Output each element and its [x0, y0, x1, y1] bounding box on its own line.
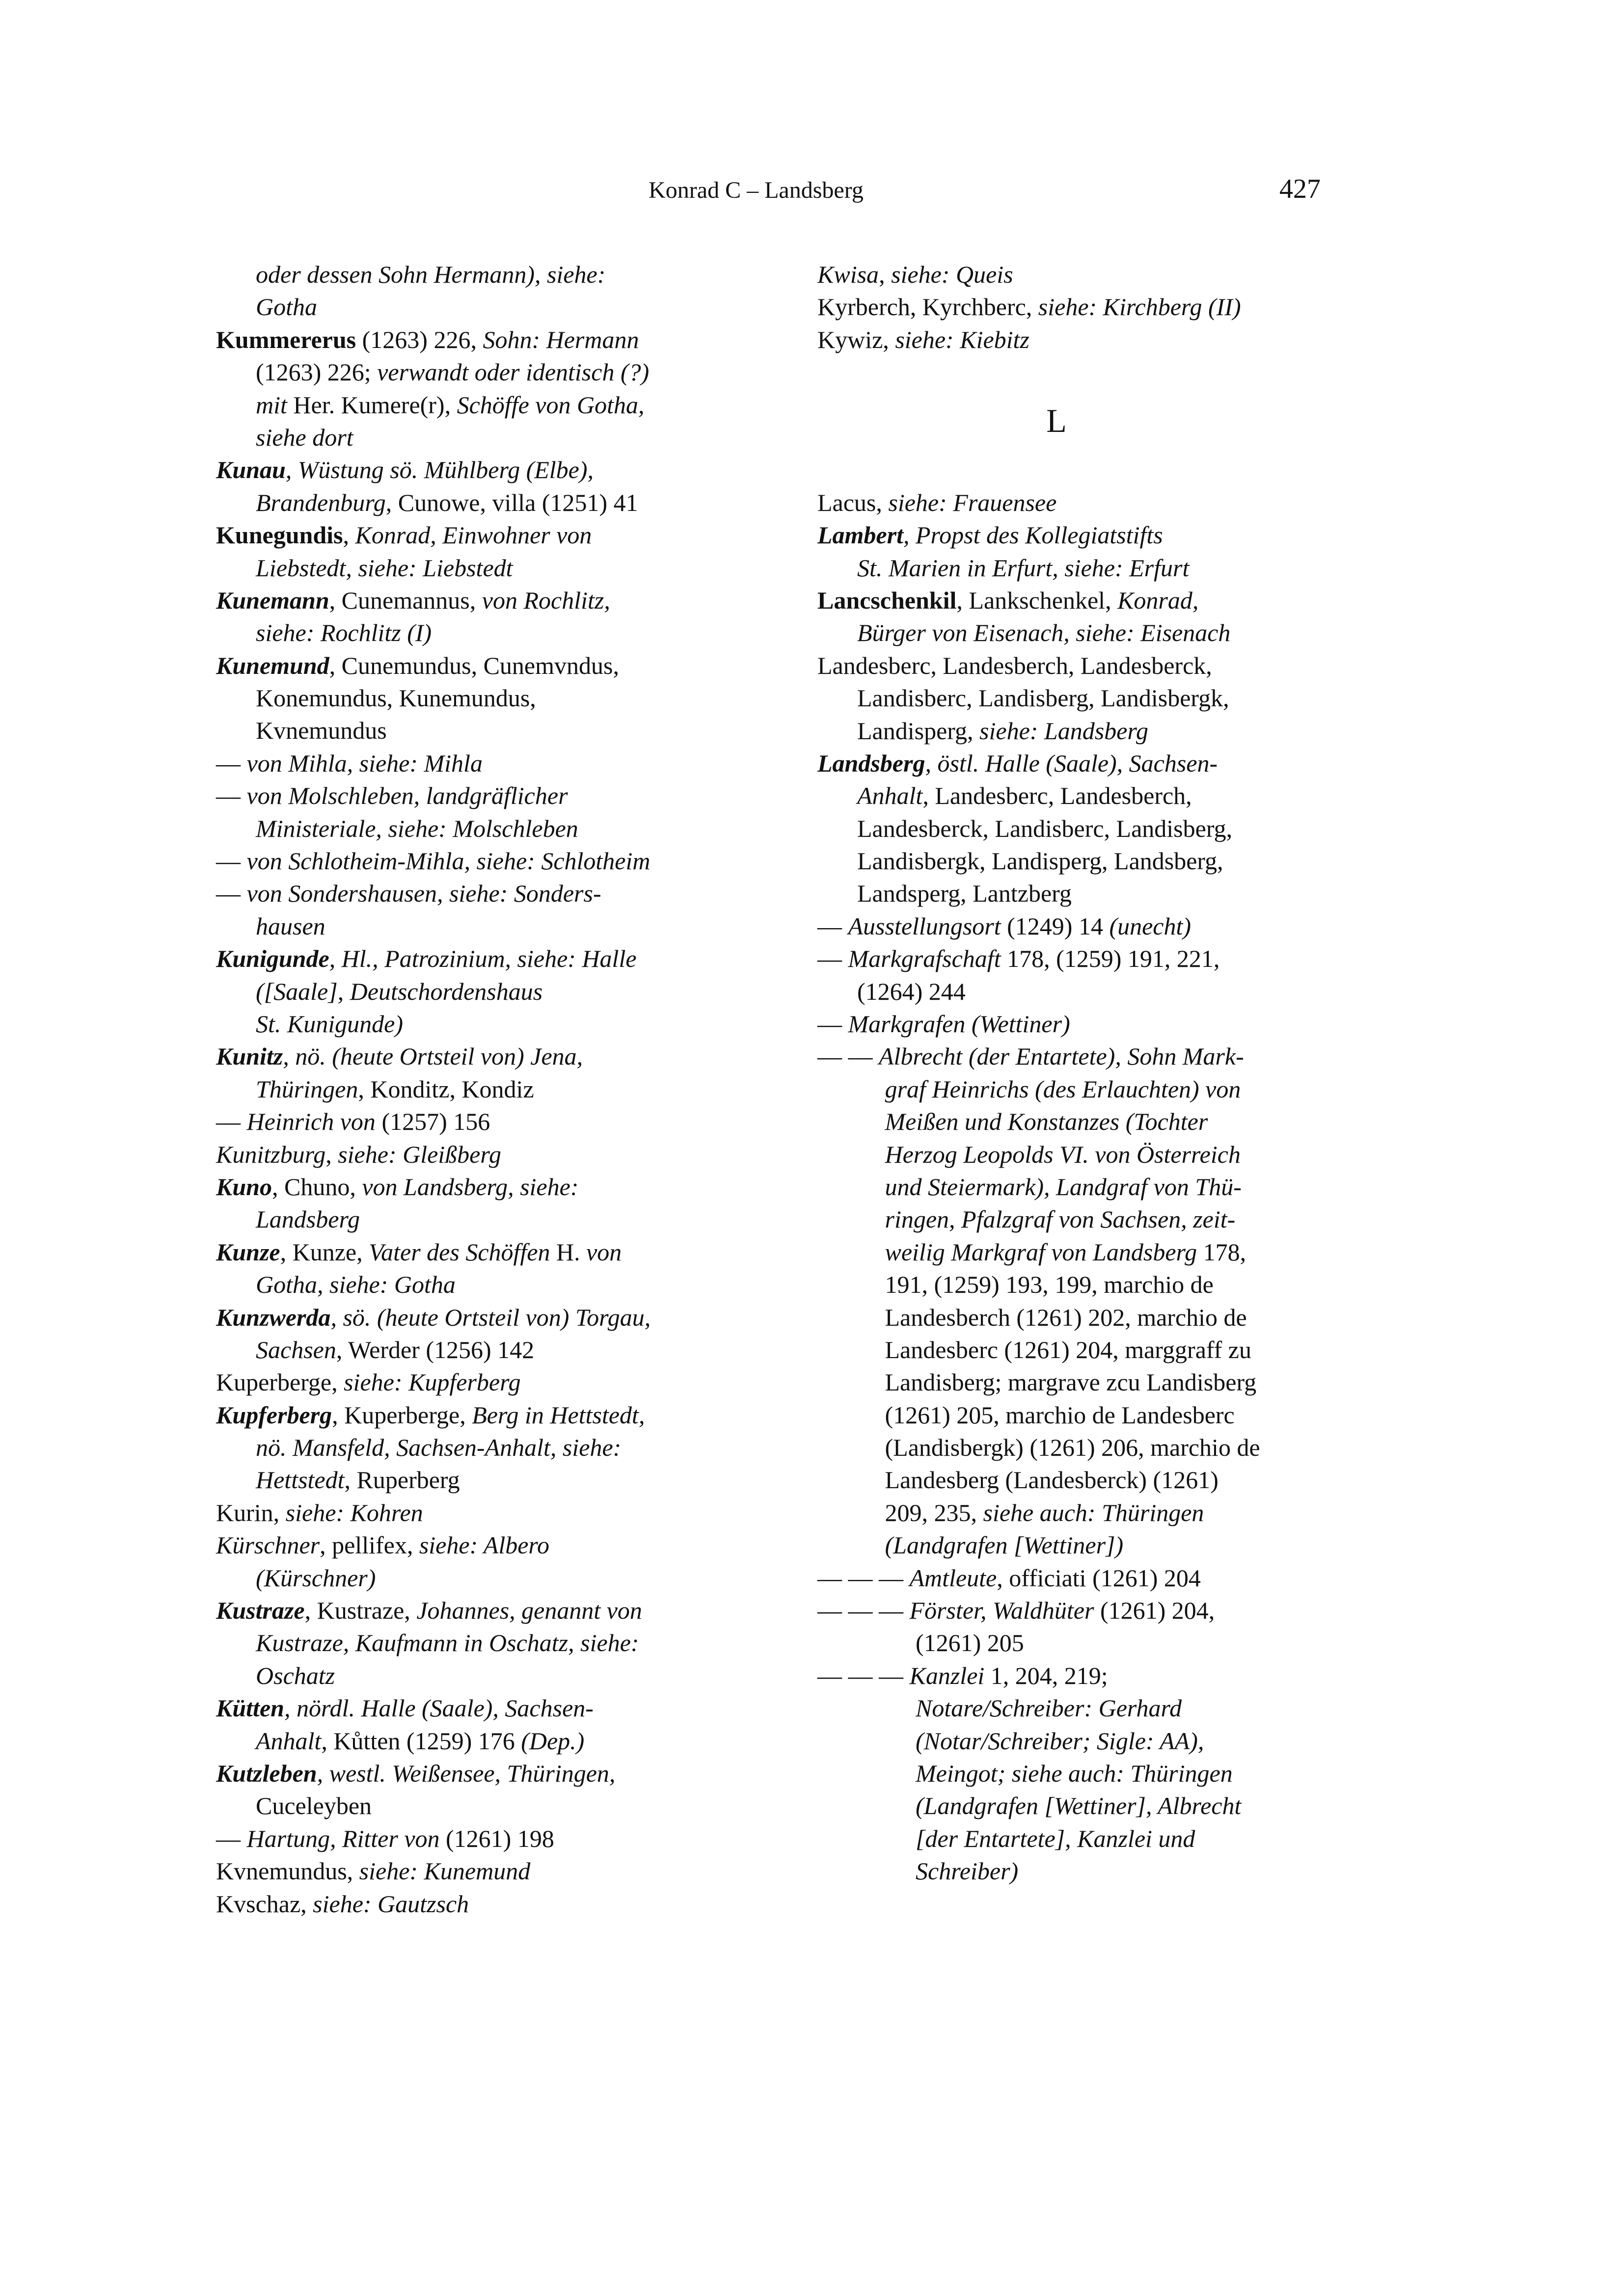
entry-text: (Landgrafen [Wettiner], Albrecht — [916, 1792, 1242, 1820]
entry-text — [817, 1466, 885, 1494]
entry-text: — — [216, 1824, 247, 1852]
index-entry — [817, 519, 1338, 551]
index-entry — [216, 1692, 736, 1724]
index-entry-continuation — [216, 1268, 736, 1301]
entry-text: Albrecht (der Entartete), Sohn Mark- — [879, 1042, 1244, 1070]
entry-text: St. Marien in Erfurt, siehe: Erfurt — [857, 554, 1190, 582]
entry-text: , Ruperberg — [344, 1466, 460, 1494]
index-entry — [817, 323, 1338, 356]
entry-text — [817, 1499, 885, 1526]
entry-text: Landesberck, Landisberc, Landisberg, — [857, 814, 1233, 842]
index-entry-continuation — [817, 715, 1338, 747]
entry-text: siehe: Landsberg — [979, 717, 1148, 745]
entry-text: — — [216, 782, 247, 810]
section-letter: L — [1046, 402, 1067, 440]
entry-text: , Propst des Kollegiatstifts — [903, 521, 1163, 549]
entry-headword: Kummererus — [216, 325, 356, 353]
entry-text: — — [817, 945, 848, 973]
entry-text: graf Heinrichs (des Erlauchten) von — [885, 1075, 1241, 1103]
entry-text: nö. Mansfeld, Sachsen-Anhalt, siehe: — [256, 1434, 622, 1462]
index-entry — [817, 486, 1338, 519]
index-entry-continuation — [817, 682, 1338, 714]
index-entry — [216, 519, 736, 551]
entry-headword: Kunegundis — [216, 521, 343, 549]
index-entry-continuation — [216, 1725, 736, 1757]
entry-text: (1263) 226, — [356, 325, 483, 353]
entry-text: , nö. (heute Ortsteil von) Jena, — [283, 1042, 583, 1070]
entry-text: oder dessen Sohn Hermann), siehe: — [256, 261, 606, 288]
index-entry — [817, 1725, 1338, 1757]
index-entry-continuation — [216, 1627, 736, 1659]
entry-text: Landisberg; margrave zcu Landisberg — [885, 1368, 1257, 1396]
index-entry — [817, 649, 1338, 682]
index-entry-continuation — [216, 1659, 736, 1692]
entry-text: Landisbergk, Landisperg, Landsberg, — [857, 847, 1223, 875]
entry-headword: Kunze — [216, 1238, 280, 1266]
entry-text: und Steiermark), Landgraf von Thü- — [885, 1173, 1242, 1201]
entry-text — [817, 1271, 885, 1298]
entry-text: siehe auch: Thüringen — [983, 1498, 1204, 1526]
index-entry — [216, 1171, 736, 1203]
entry-text — [817, 1368, 885, 1396]
entry-text: weilig Markgraf von Landsberg — [885, 1238, 1197, 1266]
entry-text: Markgrafschaft — [848, 945, 1001, 973]
index-entry-continuation — [216, 1789, 736, 1822]
entry-text: siehe: Kohren — [285, 1498, 423, 1526]
entry-text: 178, — [1197, 1238, 1246, 1266]
index-column-right — [817, 258, 1338, 1888]
entry-text: von Schlotheim-Mihla, siehe: Schlotheim — [246, 847, 650, 875]
entry-text: , sö. (heute Ortsteil von) Torgau, — [330, 1303, 651, 1331]
entry-text: Meißen und Konstanzes (Tochter — [885, 1108, 1208, 1136]
entry-text: (1264) 244 — [857, 977, 966, 1005]
entry-text: , Konditz, Kondiz — [358, 1075, 534, 1103]
index-entry-continuation — [216, 975, 736, 1008]
index-entry — [817, 1366, 1338, 1398]
entry-text: Kurin, — [216, 1498, 286, 1526]
entry-text — [817, 1304, 885, 1331]
entry-text: , officiati (1261) 204 — [997, 1564, 1201, 1592]
entry-text: Kwisa — [817, 261, 879, 288]
entry-text: [der Entartete], Kanzlei und — [916, 1824, 1195, 1852]
entry-text: von Molschleben, landgräflicher — [246, 782, 568, 810]
entry-text: Lacus, — [817, 488, 889, 516]
index-entry — [817, 1464, 1338, 1496]
entry-text: — — [216, 1108, 247, 1136]
index-entry — [817, 1105, 1338, 1138]
index-entry — [216, 584, 736, 616]
entry-text: 191, (1259) 193, 199, marchio de — [885, 1271, 1214, 1299]
entry-text — [817, 1205, 885, 1233]
entry-text: ([Saale], Deutschordenshaus — [256, 977, 543, 1005]
entry-text: , Lankschenkel, — [956, 586, 1118, 614]
entry-text: Landesberc (1261) 204, marggraff zu — [885, 1335, 1251, 1363]
entry-text: siehe dort — [256, 423, 353, 451]
entry-text: Sachsen — [256, 1335, 336, 1363]
entry-text: verwandt oder identisch (?) — [377, 358, 650, 386]
entry-text: siehe: Frauensee — [888, 488, 1057, 516]
entry-text: , — [343, 521, 355, 549]
entry-text: — — — — [817, 1564, 910, 1592]
entry-text — [817, 1727, 916, 1755]
entry-text: siehe: Gautzsch — [313, 1890, 469, 1918]
entry-text — [817, 1401, 885, 1429]
index-entry-continuation — [817, 845, 1338, 877]
entry-text: Liebstedt, siehe: Liebstedt — [256, 554, 513, 582]
index-entry-continuation — [817, 975, 1338, 1008]
index-entry — [216, 1399, 736, 1431]
entry-text: Konrad, Einwohner von — [355, 521, 592, 549]
index-entry-continuation — [216, 682, 736, 714]
entry-text: — — — — [817, 1597, 910, 1625]
entry-text: Landsberg — [256, 1205, 360, 1233]
entry-text: siehe: Gleißberg — [338, 1140, 501, 1168]
entry-text: Markgrafen (Wettiner) — [848, 1010, 1070, 1038]
index-entries-l — [817, 486, 1338, 1888]
index-entry — [817, 1757, 1338, 1789]
entry-text: Kanzlei — [909, 1661, 985, 1689]
entry-text: Kywiz, — [817, 325, 895, 353]
entry-text: Gotha, siehe: Gotha — [256, 1271, 456, 1299]
entry-text: Gotha — [256, 293, 317, 321]
entry-text: , Hl., Patrozinium, siehe: Halle — [329, 945, 637, 973]
index-entry — [817, 1594, 1338, 1627]
entry-text: Landisperg, — [857, 717, 980, 745]
entry-text: (Landisbergk) (1261) 206, marchio de — [885, 1434, 1260, 1462]
entry-text: mit — [256, 391, 287, 419]
entry-text: — — [216, 847, 247, 875]
entry-headword: Kunigunde — [216, 945, 329, 973]
entry-text: , Kuperberge, — [332, 1401, 472, 1429]
entry-headword: Lancschenkil — [817, 586, 957, 614]
entry-text: , Wüstung sö. Mühlberg (Elbe), — [285, 456, 594, 484]
entry-text: Schreiber) — [916, 1857, 1019, 1885]
entry-text: siehe: Queis — [891, 261, 1013, 288]
index-entry — [216, 845, 736, 877]
index-entry-continuation — [216, 1008, 736, 1040]
index-entry — [817, 1399, 1338, 1431]
entry-text: — — [216, 880, 247, 908]
entry-headword: Kustraze — [216, 1597, 305, 1625]
entry-text: (1249) 14 — [1001, 912, 1110, 940]
entry-text: Kürschner — [216, 1531, 320, 1559]
index-entry — [817, 1659, 1338, 1692]
index-entry — [216, 1236, 736, 1268]
index-entry — [817, 1855, 1338, 1887]
entry-text — [817, 1141, 885, 1168]
entry-text: (1257) 156 — [375, 1108, 490, 1136]
index-entry-continuation — [817, 552, 1338, 584]
entry-text: , Kunze, — [280, 1238, 369, 1266]
index-entry — [817, 910, 1338, 942]
entry-text: (Kürschner) — [256, 1564, 376, 1592]
entry-text: , Cunowe, villa (1251) 41 — [385, 488, 638, 516]
entry-text: Schöffe von Gotha, — [457, 391, 645, 419]
entry-text: — — [817, 912, 848, 940]
index-entry — [817, 1008, 1338, 1040]
entry-text: , pellifex, — [320, 1531, 419, 1559]
entry-text: von Landsberg, siehe: — [362, 1173, 579, 1201]
entry-text: Amtleute — [909, 1564, 997, 1592]
entry-text: von Rochlitz, — [482, 586, 610, 614]
index-entry — [817, 942, 1338, 975]
index-entry-continuation — [216, 291, 736, 323]
index-entry — [817, 1692, 1338, 1724]
entry-text: , Landesberc, Landesberch, — [922, 782, 1192, 810]
entry-text: , — [325, 1140, 338, 1168]
entry-text: Landesberch (1261) 202, marchio de — [885, 1303, 1247, 1331]
index-entry — [216, 1594, 736, 1627]
index-entry — [817, 1040, 1338, 1072]
index-entry — [817, 1203, 1338, 1235]
entry-text: Kvnemundus — [256, 717, 387, 745]
index-entry — [817, 1171, 1338, 1203]
entry-headword: Kutzleben — [216, 1759, 317, 1787]
entry-text: Kyrberch, Kyrchberc, — [817, 293, 1038, 321]
entry-text: — — — — [817, 1661, 910, 1689]
entry-text: Meingot; siehe auch: Thüringen — [916, 1760, 1233, 1787]
entry-text: , nördl. Halle (Saale), Sachsen- — [284, 1694, 594, 1722]
index-entry-continuation — [216, 486, 736, 519]
entry-headword: Kunitz — [216, 1042, 283, 1070]
entry-text: 209, 235, — [885, 1498, 983, 1526]
entry-text: Sohn: Hermann — [483, 325, 639, 353]
index-entry-continuation — [216, 616, 736, 649]
entry-text: Oschatz — [256, 1661, 335, 1689]
entry-text — [817, 1434, 885, 1461]
entry-text: Landsperg, Lantzberg — [857, 880, 1072, 908]
page-number: 427 — [1279, 174, 1321, 204]
entry-text: , westl. Weißensee, Thüringen, — [317, 1759, 616, 1787]
index-entry — [817, 291, 1338, 323]
index-entry — [216, 779, 736, 812]
entry-text: von — [586, 1238, 622, 1266]
entry-text: (1263) 226; — [256, 358, 378, 386]
entry-text: von Sondershausen, siehe: Sonders- — [246, 880, 601, 908]
index-entry-continuation — [216, 1334, 736, 1366]
entry-text: (Dep.) — [521, 1727, 585, 1755]
entry-headword: Kunemann — [216, 586, 329, 614]
index-entry-continuation — [216, 552, 736, 584]
index-entry-continuation — [216, 421, 736, 454]
entry-text: Notare/Schreiber: Gerhard — [916, 1694, 1182, 1722]
index-entry-continuation — [817, 616, 1338, 649]
entry-text: Kunitzburg — [216, 1140, 326, 1168]
index-entry — [817, 1431, 1338, 1464]
index-entry — [216, 1301, 736, 1334]
entry-text: (1261) 204, — [1094, 1597, 1215, 1625]
entry-text: H. — [550, 1238, 587, 1266]
index-entry — [817, 747, 1338, 779]
index-entry-continuation — [216, 1203, 736, 1235]
index-entry — [216, 1757, 736, 1789]
entry-text: siehe: Kiebitz — [895, 325, 1029, 353]
index-entry-continuation — [817, 812, 1338, 845]
index-entry-continuation — [216, 1073, 736, 1105]
entry-text: , Cunemundus, Cunemvndus, — [329, 651, 619, 679]
entry-text: (1261) 205 — [916, 1629, 1024, 1657]
entry-text: Her. Kumere(r), — [287, 391, 457, 419]
entry-text: Anhalt — [857, 782, 923, 810]
entry-headword: Kunemund — [216, 651, 329, 679]
index-entry — [216, 454, 736, 486]
index-entry — [216, 1822, 736, 1855]
index-entry — [216, 877, 736, 909]
entry-text: Förster, Waldhüter — [909, 1597, 1094, 1625]
index-entry — [817, 1496, 1338, 1529]
index-entry — [216, 747, 736, 779]
entry-text: Kustraze, Kaufmann in Oschatz, siehe: — [256, 1629, 639, 1657]
entry-text: siehe: Kunemund — [359, 1857, 531, 1885]
entry-text: Ausstellungsort — [848, 912, 1001, 940]
index-entry-continuation — [216, 714, 736, 747]
entry-text: siehe: Albero — [419, 1531, 550, 1559]
entry-text: , östl. Halle (Saale), Sachsen- — [925, 749, 1218, 777]
entry-text: Herzog Leopolds VI. von Österreich — [885, 1140, 1241, 1168]
index-column-left — [216, 258, 736, 1920]
index-entries-k-end — [817, 258, 1338, 356]
entry-text: — — [817, 1010, 848, 1038]
index-entry — [817, 1073, 1338, 1105]
index-entry — [216, 1529, 736, 1561]
index-entry — [216, 1888, 736, 1920]
index-entry-continuation — [216, 1562, 736, 1594]
entry-text: , — [879, 261, 892, 288]
index-entry — [817, 1822, 1338, 1855]
entry-text: (1261) 205, marchio de Landesberc — [885, 1401, 1235, 1429]
entry-text: hausen — [256, 912, 325, 940]
entry-text: siehe: Kirchberg (II) — [1038, 293, 1241, 321]
index-entry — [216, 649, 736, 682]
entry-text — [817, 1857, 916, 1885]
entry-text: siehe: Kupferberg — [344, 1368, 521, 1396]
entry-text — [817, 1336, 885, 1363]
index-entry — [817, 1268, 1338, 1301]
entry-text: , Kůtten (1259) 176 — [321, 1727, 521, 1755]
entry-text: — — [216, 749, 247, 777]
index-entry-continuation — [817, 877, 1338, 909]
index-entry — [216, 1105, 736, 1138]
entry-text: Ministeriale, siehe: Molschleben — [256, 814, 578, 842]
entry-text: , Cunemannus, — [329, 586, 482, 614]
index-entry — [216, 1496, 736, 1529]
index-entry-continuation — [216, 910, 736, 942]
index-entry-continuation — [216, 258, 736, 291]
entry-text: — — — [817, 1042, 879, 1070]
index-entry — [817, 1627, 1338, 1659]
entry-text: St. Kunigunde) — [256, 1010, 403, 1038]
entry-text: siehe: Rochlitz (I) — [256, 619, 432, 647]
index-entry — [216, 1855, 736, 1887]
entry-text — [817, 1108, 885, 1135]
entry-text: , Chuno, — [271, 1173, 362, 1201]
entry-text: , Kustraze, — [304, 1597, 417, 1625]
entry-text — [817, 1825, 916, 1852]
entry-text: Kuperberge, — [216, 1368, 344, 1396]
index-entry — [216, 942, 736, 975]
entry-text: (Landgrafen [Wettiner]) — [885, 1531, 1124, 1559]
entry-text: 1, 204, 219; — [984, 1661, 1108, 1689]
running-head: Konrad C – Landsberg — [649, 177, 864, 203]
entry-text: Anhalt — [256, 1727, 322, 1755]
entry-text: (unecht) — [1109, 912, 1191, 940]
index-entry — [216, 1366, 736, 1398]
entry-text — [817, 1792, 916, 1819]
entry-text: , Werder (1256) 142 — [336, 1335, 535, 1363]
index-entry-continuation — [216, 1464, 736, 1496]
index-entry — [817, 1334, 1338, 1366]
index-entry-continuation — [216, 1431, 736, 1464]
entry-text: (Notar/Schreiber; Sigle: AA), — [916, 1727, 1204, 1755]
index-entry-continuation — [817, 779, 1338, 812]
entry-text: Hettstedt — [256, 1466, 345, 1494]
entry-text: (1261) 198 — [439, 1824, 554, 1852]
entry-text — [817, 1760, 916, 1787]
entry-headword: Landsberg — [817, 749, 925, 777]
entry-text: ringen, Pfalzgraf von Sachsen, zeit- — [885, 1205, 1236, 1233]
index-entry-continuation — [216, 389, 736, 421]
entry-text: Kvschaz, — [216, 1890, 313, 1918]
index-entry — [817, 1529, 1338, 1561]
entry-headword: Kuno — [216, 1173, 272, 1201]
index-entry — [817, 1789, 1338, 1822]
index-entry — [817, 1562, 1338, 1594]
entry-text: Cuceleyben — [256, 1792, 372, 1820]
index-entry — [817, 1301, 1338, 1334]
entry-text: Thüringen — [256, 1075, 358, 1103]
entry-headword: Lambert — [817, 521, 903, 549]
entry-text: Konemundus, Kunemundus, — [256, 684, 536, 712]
entry-text: Kvnemundus, — [216, 1857, 359, 1885]
entry-text: Johannes, genannt von — [416, 1597, 642, 1625]
index-entry — [817, 584, 1338, 616]
entry-text: Konrad, — [1117, 586, 1199, 614]
index-entry — [817, 258, 1338, 291]
entry-headword: Kupferberg — [216, 1401, 332, 1429]
entry-text: von Mihla, siehe: Mihla — [246, 749, 483, 777]
index-entry-continuation — [216, 812, 736, 845]
entry-text: Berg in Hettstedt, — [472, 1401, 645, 1429]
index-entry — [216, 1138, 736, 1171]
entry-headword: Kütten — [216, 1694, 284, 1722]
entry-text: Hartung, Ritter von — [246, 1824, 440, 1852]
index-entry — [216, 1040, 736, 1072]
entry-text: Landesberg (Landesberck) (1261) — [885, 1466, 1218, 1494]
entry-text — [817, 1531, 885, 1559]
entry-text — [817, 1075, 885, 1103]
entry-text — [817, 1173, 885, 1201]
index-entry-continuation — [216, 356, 736, 388]
entry-headword: Kunau — [216, 456, 286, 484]
entry-text — [817, 1238, 885, 1266]
entry-text: 178, (1259) 191, 221, — [1001, 945, 1220, 973]
index-entry — [817, 1236, 1338, 1268]
entry-text — [817, 1629, 916, 1656]
entry-text: Landisberc, Landisberg, Landisbergk, — [857, 684, 1229, 712]
entry-headword: Kunzwerda — [216, 1303, 331, 1331]
entry-text — [817, 1694, 916, 1722]
index-entry — [216, 323, 736, 356]
entry-text: Brandenburg — [256, 488, 386, 516]
index-entry — [817, 1138, 1338, 1171]
entry-text: Vater des Schöffen — [369, 1238, 550, 1266]
entry-text: Heinrich von — [246, 1108, 376, 1136]
entry-text: Bürger von Eisenach, siehe: Eisenach — [857, 619, 1231, 647]
entry-text: Landesberc, Landesberch, Landesberck, — [817, 651, 1212, 679]
